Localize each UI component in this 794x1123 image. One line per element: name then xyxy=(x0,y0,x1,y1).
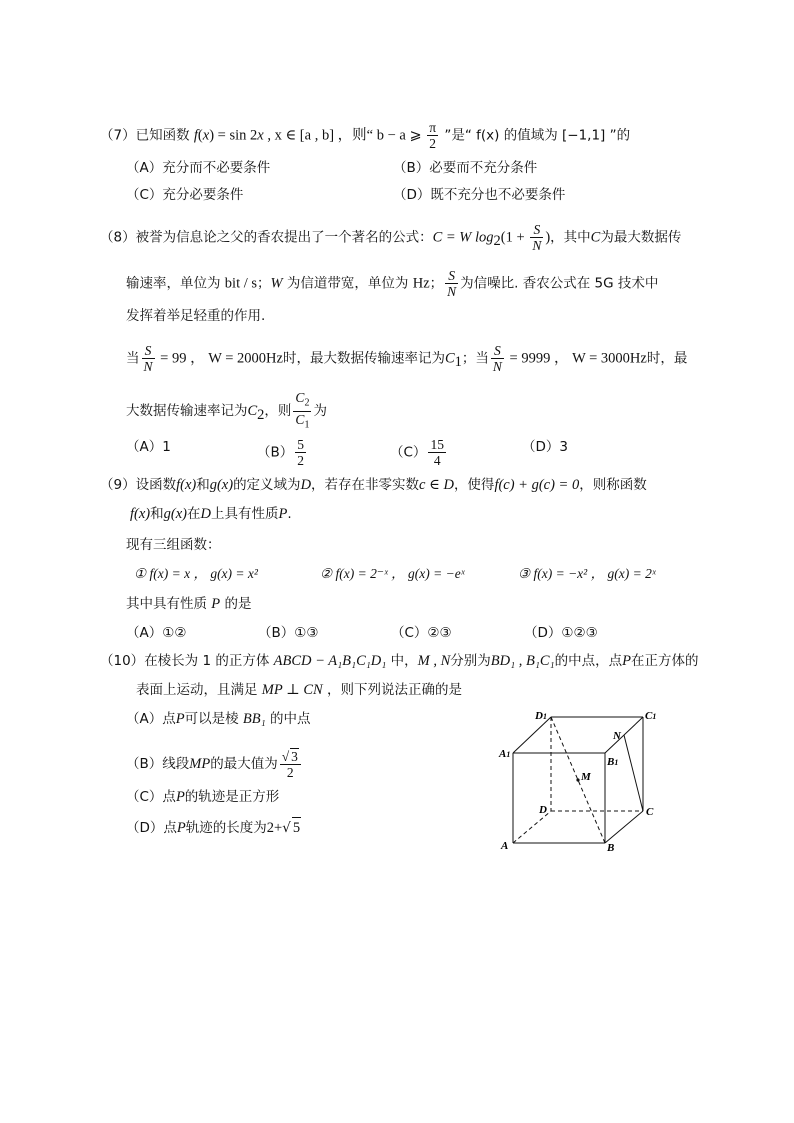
sqrt3-over-2-fraction: $\frac{√ 3}{2}$ xyxy=(280,748,301,780)
segment-cn xyxy=(624,735,643,811)
pi-over-2-fraction: $\frac{\pi}{2}$ xyxy=(429,120,437,151)
q7-option-a: （A）充分而不必要条件 xyxy=(126,160,271,176)
q8-stem-line5: 大数据传输速率记为$C_2$，则 $\frac{C_2}{C_1}$ 为 xyxy=(126,390,327,431)
edge-bc xyxy=(605,811,643,843)
q9-option-b: （B）①③ xyxy=(258,625,319,641)
label-b: B xyxy=(607,842,615,854)
q8-option-d: （D）3 xyxy=(522,439,568,455)
label-b1: B1 xyxy=(607,756,619,768)
q8-stem-line1: （8）被誉为信息论之父的香农提出了一个著名的公式：C = W $\log_2(1$ + $\frac{S}{N}$ )，其中C为最大数据传 xyxy=(100,222,682,253)
q9-group-3: ③ f(x) = −x² ， g(x) = 2ˣ xyxy=(518,566,656,581)
q9-group-2: ② f(x) = 2⁻ˣ ， g(x) = −eˣ xyxy=(320,566,465,581)
q10-stem-line2: 表面上运动，且满足 MP ⊥ CN ，则下列说法正确的是 xyxy=(136,682,462,698)
c2-over-c1-fraction: $\frac{C_2}{C_1}$ xyxy=(295,390,310,431)
q10-stem-line1: （10）在棱长为 1 的正方体 ABCD − A₁B₁C₁D₁ 中，M , N分别为BD₁ , B₁C₁的中点，点P在正方体的 xyxy=(100,653,699,669)
q8-stem-line2: 输速率，单位为 bit / s；W 为信道带宽，单位为 Hz； $\frac{S}{N}$ 为信噪比. 香农公式在 5G 技术中 xyxy=(126,268,659,299)
q10-option-b: （B）线段MP的最大值为 $\frac{√ 3}{2}$ xyxy=(126,748,303,780)
label-a: A xyxy=(501,840,509,852)
label-d1: D1 xyxy=(535,710,547,722)
edge-a1d1 xyxy=(513,717,551,753)
q10-option-d: （D）点P轨迹的长度为2+√ 5 xyxy=(126,817,301,838)
q9-stem-line4: 其中具有性质 P 的是 xyxy=(126,596,252,612)
q7-option-b: （B）必要而不充分条件 xyxy=(393,160,538,176)
cube-figure xyxy=(495,705,665,865)
q8-option-a: （A）1 xyxy=(126,439,171,455)
q9-stem-line1: （9）设函数f(x)和g(x)的定义域为D，若存在非零实数c ∈ D，使得f(c) + g(c) = 0，则称函数 xyxy=(100,477,647,493)
q10-option-a: （A）点P可以是棱 BB₁ 的中点 xyxy=(126,711,311,727)
label-a1: A1 xyxy=(499,748,511,760)
q9-stem-line2: f(x)和g(x)在D上具有性质P. xyxy=(130,506,292,522)
label-d: D xyxy=(539,804,547,816)
s-over-n-fraction: $\frac{S}{N}$ xyxy=(447,268,457,299)
label-c: C xyxy=(646,806,654,818)
q8-option-c: （C） $\frac{15}{4}$ xyxy=(390,437,444,468)
q8-option-b: （B） $\frac{5}{2}$ xyxy=(257,437,305,468)
q9-option-c: （C）②③ xyxy=(391,625,452,641)
q10-option-c: （C）点P的轨迹是正方形 xyxy=(126,789,280,805)
q9-option-d: （D）①②③ xyxy=(524,625,598,641)
label-n: N xyxy=(613,730,621,742)
label-m: M xyxy=(581,771,591,783)
s-over-n-fraction: $\frac{S}{N}$ xyxy=(143,343,153,374)
q7-option-c: （C）充分必要条件 xyxy=(126,187,244,203)
q9-option-a: （A）①② xyxy=(126,625,187,641)
s-over-n-fraction: $\frac{S}{N}$ xyxy=(492,343,502,374)
q7-stem: （7）已知函数 f(x) = sin 2x , x ∈ [a , b] ，则“ b − a ⩾ $\frac{\pi}{2}$ ”是“ f(x) 的值域为 [−1,1] ”的 xyxy=(100,120,631,151)
label-c1: C1 xyxy=(645,710,657,722)
q7-option-d: （D）既不充分也不必要条件 xyxy=(393,187,566,203)
q8-stem-line3: 发挥着举足轻重的作用. xyxy=(126,308,266,324)
s-over-n-fraction: $\frac{S}{N}$ xyxy=(532,222,542,253)
q9-group-1: ① f(x) = x ， g(x) = x² xyxy=(134,566,258,581)
q8-stem-line4: 当 $\frac{S}{N}$ = 99 ， W = 2000Hz时，最大数据传输速率记为$C_1$；当 $\frac{S}{N}$ = 9999 ， W = 3000Hz时，最 xyxy=(126,343,688,374)
point-m xyxy=(576,778,579,781)
q9-stem-line3: 现有三组函数： xyxy=(126,537,221,553)
